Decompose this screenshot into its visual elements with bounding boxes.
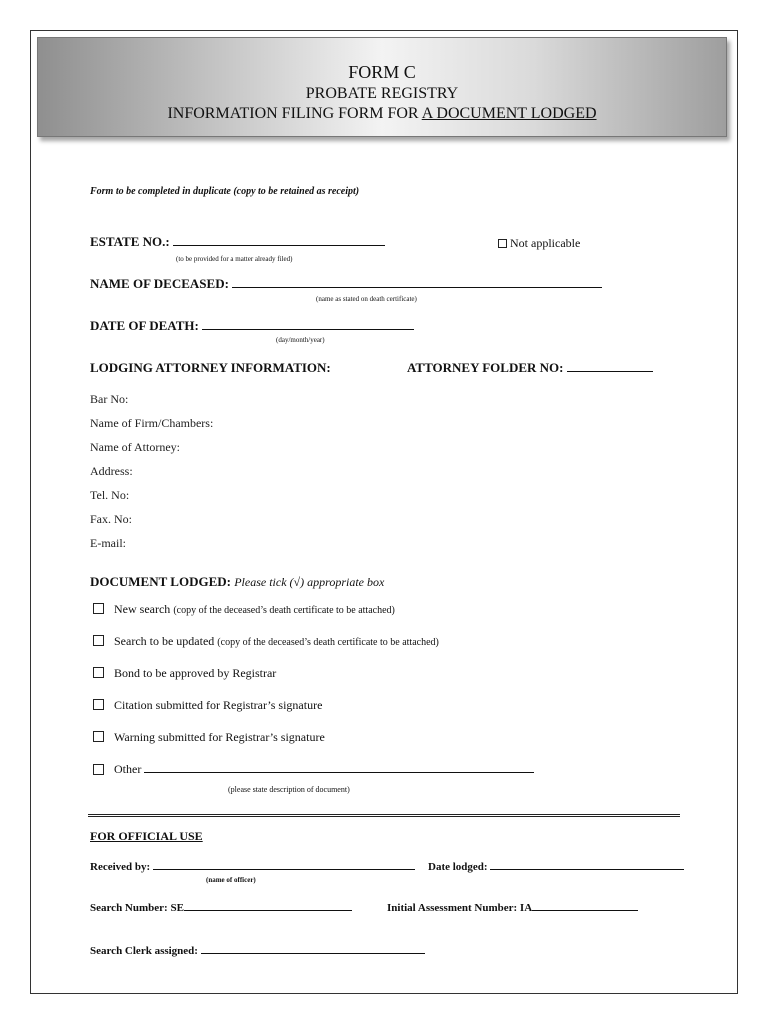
citation-checkbox[interactable]: [93, 699, 104, 710]
other-checkbox[interactable]: [93, 764, 104, 775]
not-applicable-option[interactable]: [498, 236, 580, 251]
estate-no-note: (to be provided for a matter already filed): [176, 255, 293, 263]
attorney-folder-label: ATTORNEY FOLDER NO:: [407, 360, 564, 375]
received-by-label: Received by:: [90, 861, 151, 873]
document-lodged-row: [90, 574, 384, 590]
attorney-heading: LODGING ATTORNEY INFORMATION:: [90, 360, 331, 375]
initial-assessment-field[interactable]: [532, 909, 638, 911]
new-search-label: New search: [114, 602, 171, 616]
death-date-label: DATE OF DEATH:: [90, 318, 199, 333]
new-search-option[interactable]: [114, 602, 395, 617]
new-search-checkbox[interactable]: [93, 603, 104, 614]
search-updated-label: Search to be updated: [114, 634, 215, 648]
warning-checkbox[interactable]: [93, 731, 104, 742]
search-number-row: [90, 902, 352, 914]
form-subtitle: [38, 105, 726, 123]
firm-name-field[interactable]: Name of Firm/Chambers:: [90, 416, 214, 430]
attorney-name-field[interactable]: Name of Attorney:: [90, 440, 180, 454]
deceased-note: (name as stated on death certificate): [316, 295, 417, 303]
search-clerk-field[interactable]: [201, 952, 425, 954]
new-search-note: (copy of the deceased’s death certificate to be attached): [173, 605, 395, 616]
initial-assessment-row: [387, 902, 638, 914]
not-applicable-checkbox[interactable]: [498, 239, 507, 248]
estate-no-row: [90, 234, 385, 250]
email-field[interactable]: E-mail:: [90, 536, 126, 550]
attorney-folder-row: [407, 360, 653, 376]
form-header: [37, 37, 727, 137]
deceased-row: [90, 276, 602, 292]
deceased-label: NAME OF DECEASED:: [90, 276, 229, 291]
address-field[interactable]: Address:: [90, 464, 133, 478]
initial-assessment-label: Initial Assessment Number: IA: [387, 902, 533, 914]
death-date-note: (day/month/year): [276, 336, 325, 344]
document-lodged-instruction: Please tick (√) appropriate box: [234, 575, 385, 589]
death-date-row: [90, 318, 414, 334]
citation-option[interactable]: Citation submitted for Registrar’s signature: [114, 698, 323, 712]
deceased-name-field[interactable]: [232, 286, 602, 288]
other-label: Other: [114, 762, 142, 776]
bar-no-field[interactable]: Bar No:: [90, 392, 129, 406]
document-lodged-heading: DOCUMENT LODGED:: [90, 574, 231, 589]
search-updated-note: (copy of the deceased’s death certificate to be attached): [217, 637, 439, 648]
estate-no-field[interactable]: [173, 244, 385, 246]
other-note: (please state description of document): [228, 785, 350, 794]
bond-checkbox[interactable]: [93, 667, 104, 678]
warning-option[interactable]: Warning submitted for Registrar’s signature: [114, 730, 325, 744]
completion-instruction: Form to be completed in duplicate (copy to be retained as receipt): [90, 186, 360, 197]
received-by-row: [90, 861, 415, 873]
search-updated-checkbox[interactable]: [93, 635, 104, 646]
form-subtitle-prefix: INFORMATION FILING FORM FOR: [167, 105, 422, 122]
other-option[interactable]: [114, 762, 534, 777]
death-date-field[interactable]: [202, 328, 414, 330]
tel-field[interactable]: Tel. No:: [90, 488, 130, 502]
date-lodged-field[interactable]: [490, 868, 684, 870]
search-updated-option[interactable]: [114, 634, 439, 649]
not-applicable-label: Not applicable: [510, 236, 581, 250]
estate-no-label: ESTATE NO.:: [90, 234, 170, 249]
received-by-field[interactable]: [153, 868, 415, 870]
section-divider: [88, 814, 680, 817]
page-border: [30, 30, 738, 994]
form-title: FORM C: [348, 62, 416, 82]
search-clerk-row: [90, 945, 425, 957]
received-by-note: (name of officer): [206, 876, 256, 884]
registry-title: PROBATE REGISTRY: [305, 85, 459, 102]
search-clerk-label: Search Clerk assigned:: [90, 945, 198, 957]
attorney-folder-field[interactable]: [567, 370, 653, 372]
search-number-field[interactable]: [184, 909, 352, 911]
official-use-heading: FOR OFFICIAL USE: [90, 829, 203, 843]
date-lodged-row: [428, 861, 684, 873]
bond-option[interactable]: Bond to be approved by Registrar: [114, 666, 277, 680]
other-description-field[interactable]: [144, 771, 534, 773]
search-number-label: Search Number: SE: [90, 902, 184, 914]
form-subtitle-underlined: A DOCUMENT LODGED: [421, 105, 597, 122]
fax-field[interactable]: Fax. No:: [90, 512, 132, 526]
date-lodged-label: Date lodged:: [428, 861, 488, 873]
